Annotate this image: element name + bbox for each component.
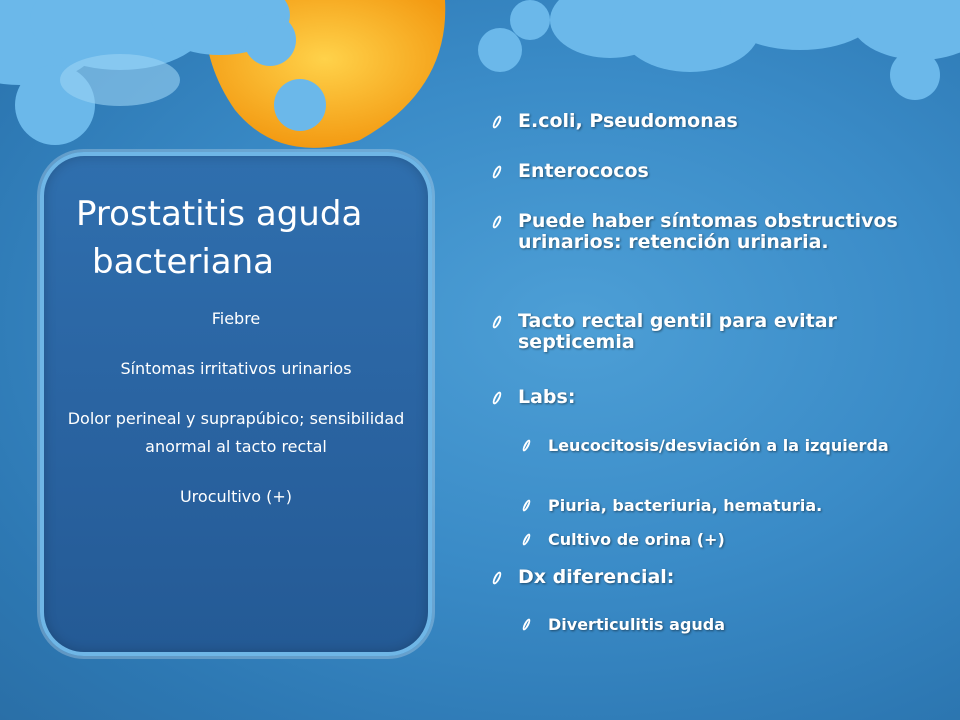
list-item: E.coli, Pseudomonas [518, 111, 898, 132]
left-item: Dolor perineal y suprapúbico; sensibilidad anormal al tacto rectal [67, 409, 405, 456]
list-item: Tacto rectal gentil para evitar septicemia [518, 311, 898, 353]
title-line-1: Prostatitis aguda [76, 194, 363, 234]
list-item: Enterococos [518, 161, 898, 182]
cloud-right-icon [478, 0, 960, 100]
list-item: Leucocitosis/desviación a la izquierda [548, 437, 908, 455]
cloud-highlight-icon [60, 54, 180, 106]
slide-title [70, 190, 410, 286]
left-item: Fiebre [211, 309, 261, 328]
list-item: Diverticulitis aguda [548, 616, 908, 634]
list-item: Dx diferencial: [518, 567, 898, 588]
title-line-2: bacteriana [92, 242, 275, 282]
left-item: Síntomas irritativos urinarios [120, 359, 352, 378]
list-item: Cultivo de orina (+) [548, 531, 908, 549]
left-list [60, 305, 412, 533]
left-item: Urocultivo (+) [179, 487, 293, 506]
list-item: Piuria, bacteriuria, hematuria. [548, 497, 908, 515]
list-item: Puede haber síntomas obstructivos urinarios: retención urinaria. [518, 211, 898, 253]
list-item: Labs: [518, 387, 898, 408]
